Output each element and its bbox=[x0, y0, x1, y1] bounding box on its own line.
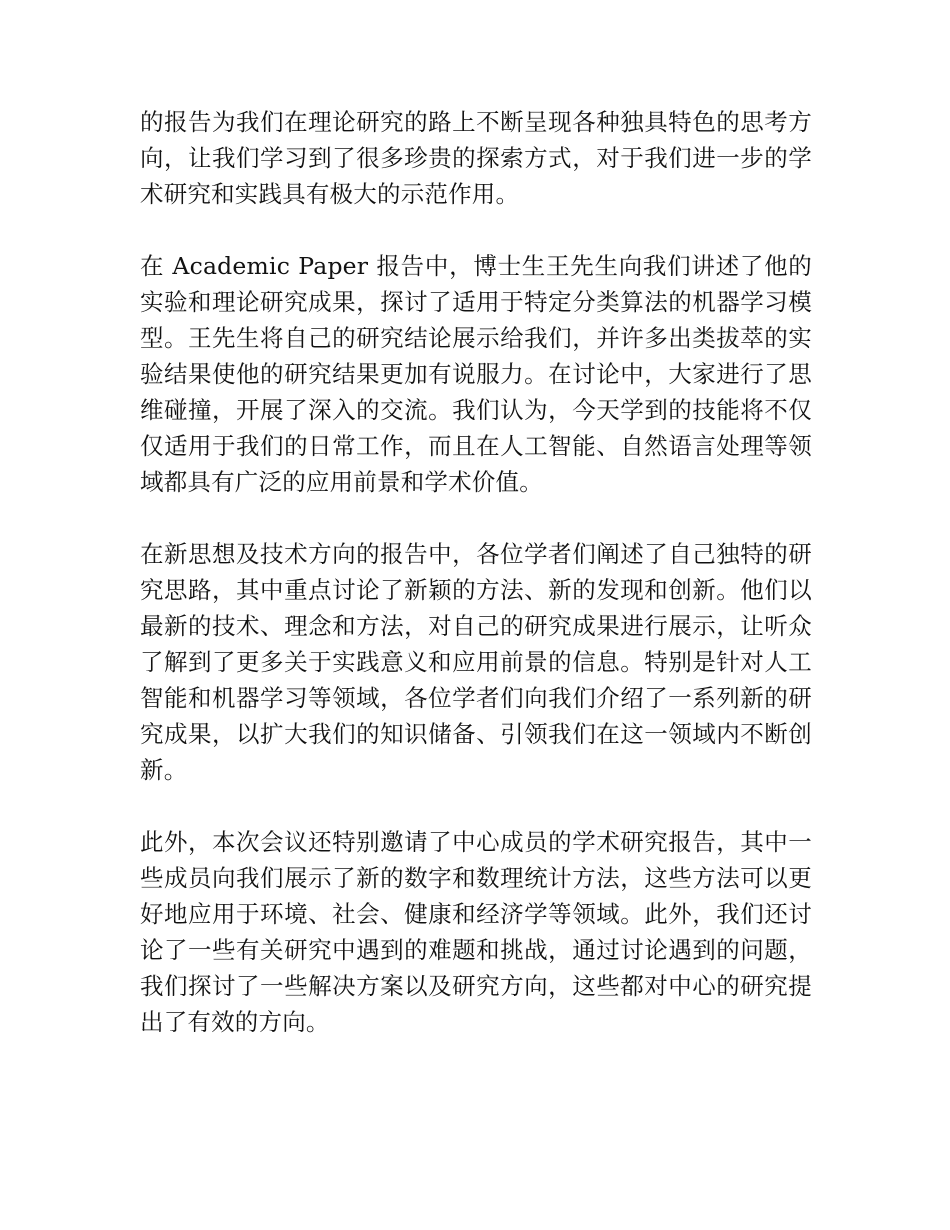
paragraph-3: 在新思想及技术方向的报告中，各位学者们阐述了自己独特的研究思路，其中重点讨论了新颖的方法、新的发现和创新。他们以最新的技术、理念和方法，对自己的研究成果进行展示，让听众了解到了更多关于实践意义和应用前景的信息。特别是针对人工智能和机器学习等领域，各位学者们向我们介绍了一系列新的研究成果，以扩大我们的知识储备、引领我们在这一领域内不断创新。 bbox=[140, 540, 812, 784]
paragraph-4: 此外，本次会议还特别邀请了中心成员的学术研究报告，其中一些成员向我们展示了新的数字和数理统计方法，这些方法可以更好地应用于环境、社会、健康和经济学等领域。此外，我们还讨论了一些有关研究中遇到的难题和挑战，通过讨论遇到的问题，我们探讨了一些解决方案以及研究方向，这些都对中心的研究提出了有效的方向。 bbox=[140, 828, 812, 1036]
paragraph-2: 在 Academic Paper 报告中，博士生王先生向我们讲述了他的实验和理论研究成果，探讨了适用于特定分类算法的机器学习模型。王先生将自己的研究结论展示给我们，并许多出类拔萃的实验结果使他的研究结果更加有说服力。在讨论中，大家进行了思维碰撞，开展了深入的交流。我们认为，今天学到的技能将不仅仅适用于我们的日常工作，而且在人工智能、自然语言处理等领域都具有广泛的应用前景和学术价值。 bbox=[140, 252, 812, 496]
document-body bbox=[140, 104, 812, 1040]
paragraph-1: 的报告为我们在理论研究的路上不断呈现各种独具特色的思考方向，让我们学习到了很多珍贵的探索方式，对于我们进一步的学术研究和实践具有极大的示范作用。 bbox=[140, 108, 812, 208]
